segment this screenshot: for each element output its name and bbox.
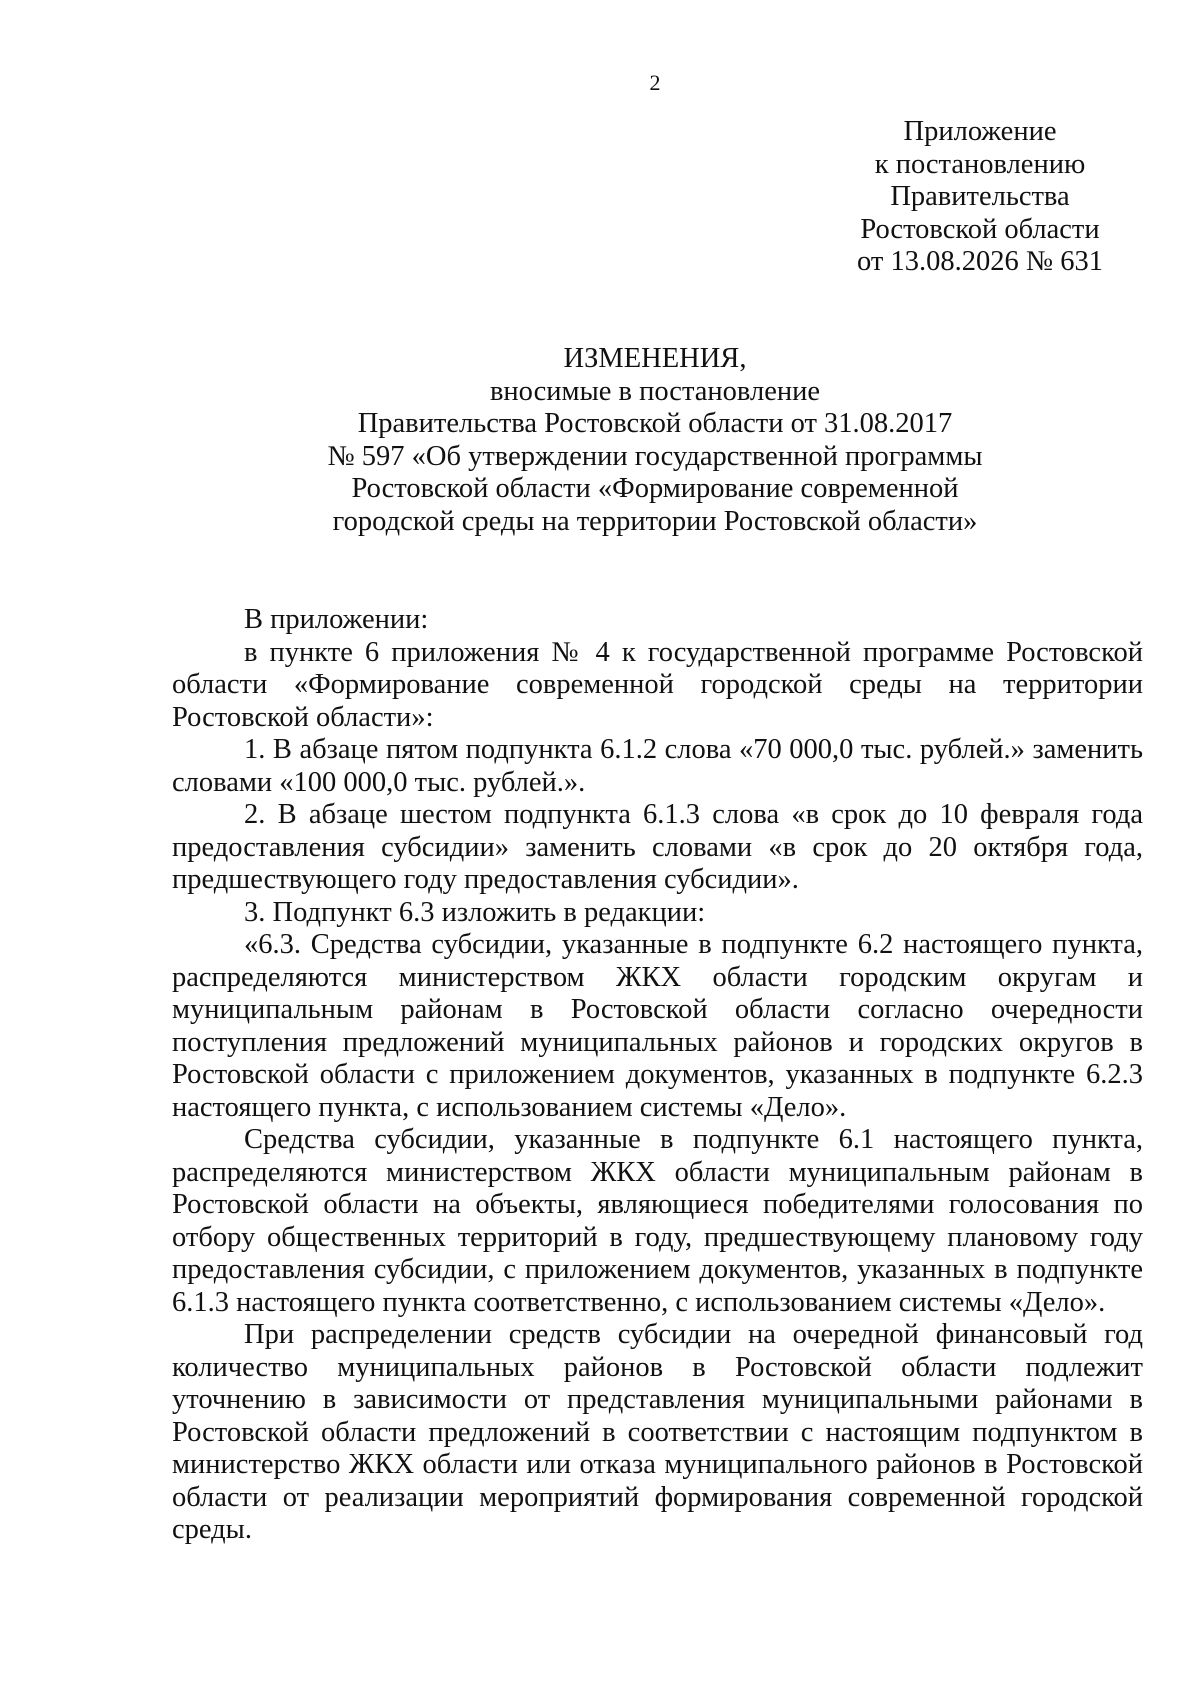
document-title [170, 343, 1140, 538]
title-line: вносимые в постановление [489, 375, 821, 407]
body-paragraph: «6.3. Средства субсидии, указанные в подпункте 6.2 настоящего пункта, распределяются министерством ЖКХ области городским округам и муниципальным районам в Ростовской области согласно очередности поступления предложений муниципальных районов и городских округов в Ростовской области с приложением документов, указанных в подпункте 6.2.3 настоящего пункта, с использованием системы «Дело». [172, 929, 1143, 1123]
title-line: Ростовской области «Формирование современной [351, 473, 959, 504]
title-line: № 597 «Об утверждении государственной программы [327, 440, 983, 472]
body-paragraph: 2. В абзаце шестом подпункта 6.1.3 слова «в срок до 10 февраля года предоставления субсидии» заменить словами «в срок до 20 октября года, предшествующего году предоставления субсидии». [172, 799, 1143, 895]
page-number: 2 [649, 70, 661, 95]
body-paragraph: В приложении: [244, 604, 429, 635]
title-line: Правительства Ростовской области от 31.08.2017 [357, 408, 953, 439]
body-paragraph: Средства субсидии, указанные в подпункте 6.1 настоящего пункта, распределяются министерством ЖКХ области муниципальным районам в Ростовской области на объекты, являющиеся победителями голосования по отбору общественных территорий в году, предшествующему плановому году предоставления субсидии, с приложением документов, указанных в подпункте 6.1.3 настоящего пункта соответственно, с использованием системы «Дело». [172, 1124, 1143, 1318]
appendix-line: Ростовской области [860, 213, 1100, 245]
body-paragraph: в пункте 6 приложения № 4 к государственной программе Ростовской области «Формирование современной городской среды на территории Ростовской области»: [172, 636, 1143, 733]
document-body [172, 604, 1143, 1547]
body-paragraph: 3. Подпункт 6.3 изложить в редакции: [244, 896, 706, 928]
title-heading: ИЗМЕНЕНИЯ, [563, 343, 747, 374]
appendix-line: от 13.08.2026 № 631 [857, 246, 1103, 277]
title-line: городской среды на территории Ростовской области» [332, 505, 978, 537]
appendix-line: к постановлению [874, 148, 1086, 180]
appendix-line: Приложение [903, 116, 1057, 147]
appendix-block [830, 116, 1130, 279]
body-paragraph: 1. В абзаце пятом подпункта 6.1.2 слова «70 000,0 тыс. рублей.» заменить словами «100 000,0 тыс. рублей.». [172, 734, 1143, 798]
appendix-line: Правительства [890, 181, 1070, 212]
body-paragraph: При распределении средств субсидии на очередной финансовый год количество муниципальных районов в Ростовской области подлежит уточнению в зависимости от представления муниципальными районами в Ростовской области предложений в соответствии с настоящим подпунктом в министерство ЖКХ области или отказа муниципального районов в Ростовской области от реализации мероприятий формирования современной городской среды. [172, 1319, 1143, 1545]
